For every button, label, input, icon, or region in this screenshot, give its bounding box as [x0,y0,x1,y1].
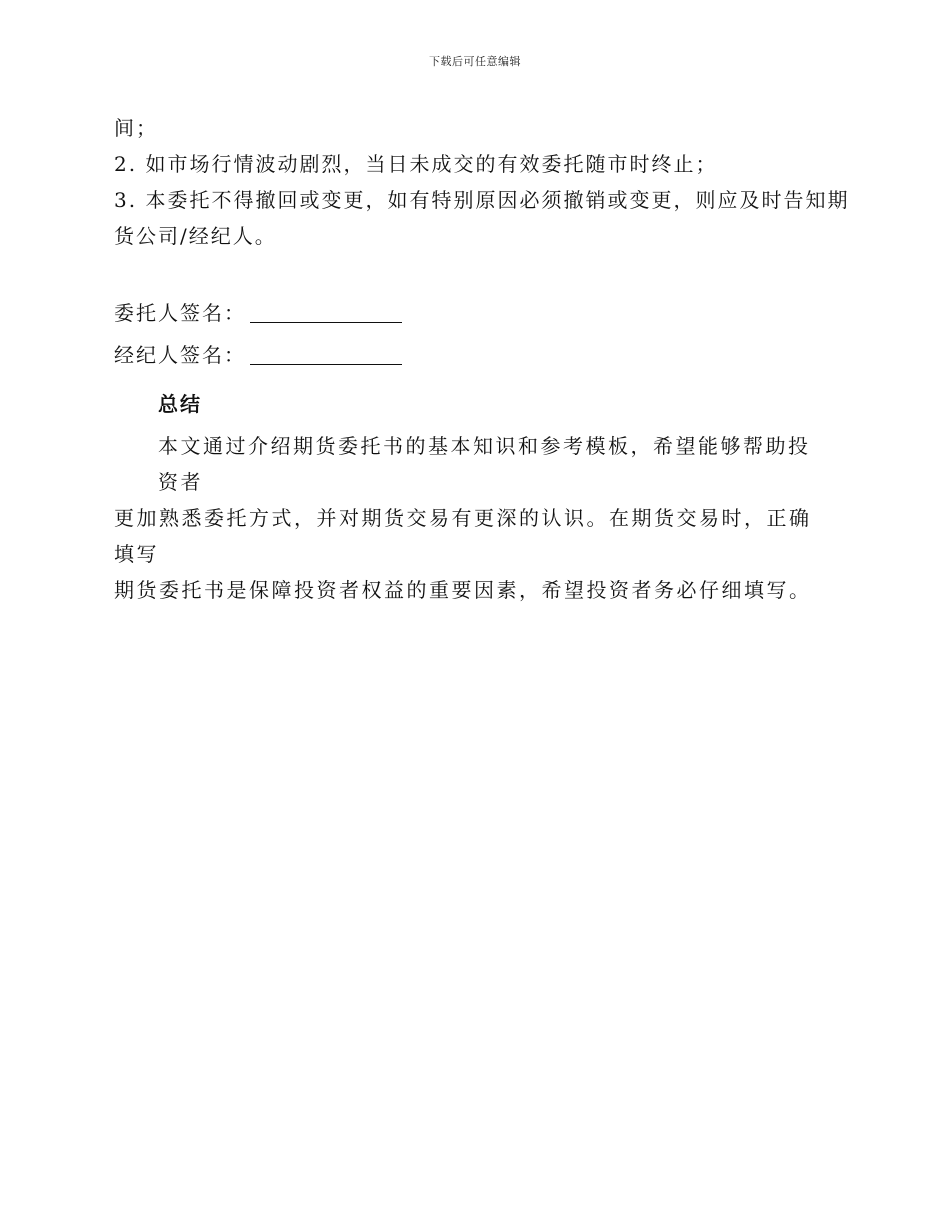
document-body [114,110,850,608]
broker-signature-label: 经纪人签名： [114,343,246,367]
client-signature-label: 委托人签名： [114,301,246,325]
spacer [114,254,830,292]
list-item-2: 2. 如市场行情波动剧烈，当日未成交的有效委托随市时终止； [114,152,718,176]
summary-line-1: 本文通过介绍期货委托书的基本知识和参考模板，希望能够帮助投资者 [158,434,811,494]
list-item-3-line-2: 货公司/经纪人。 [114,224,277,248]
summary-heading: 总结 [158,392,202,416]
summary-line-2: 更加熟悉委托方式，并对期货交易有更深的认识。在期货交易时，正确填写 [114,506,812,566]
broker-signature-row [114,334,830,376]
summary-line-3: 期货委托书是保障投资者权益的重要因素，希望投资者务必仔细填写。 [114,578,812,602]
broker-signature-line [250,363,402,365]
client-signature-row [114,292,830,334]
list-item-3-line-1: 3. 本委托不得撤回或变更，如有特别原因必须撤销或变更，则应及时告知期 [114,188,850,212]
page-header: 下载后可任意编辑 [429,55,521,68]
continued-line: 间； [114,116,158,140]
client-signature-line [250,321,402,323]
